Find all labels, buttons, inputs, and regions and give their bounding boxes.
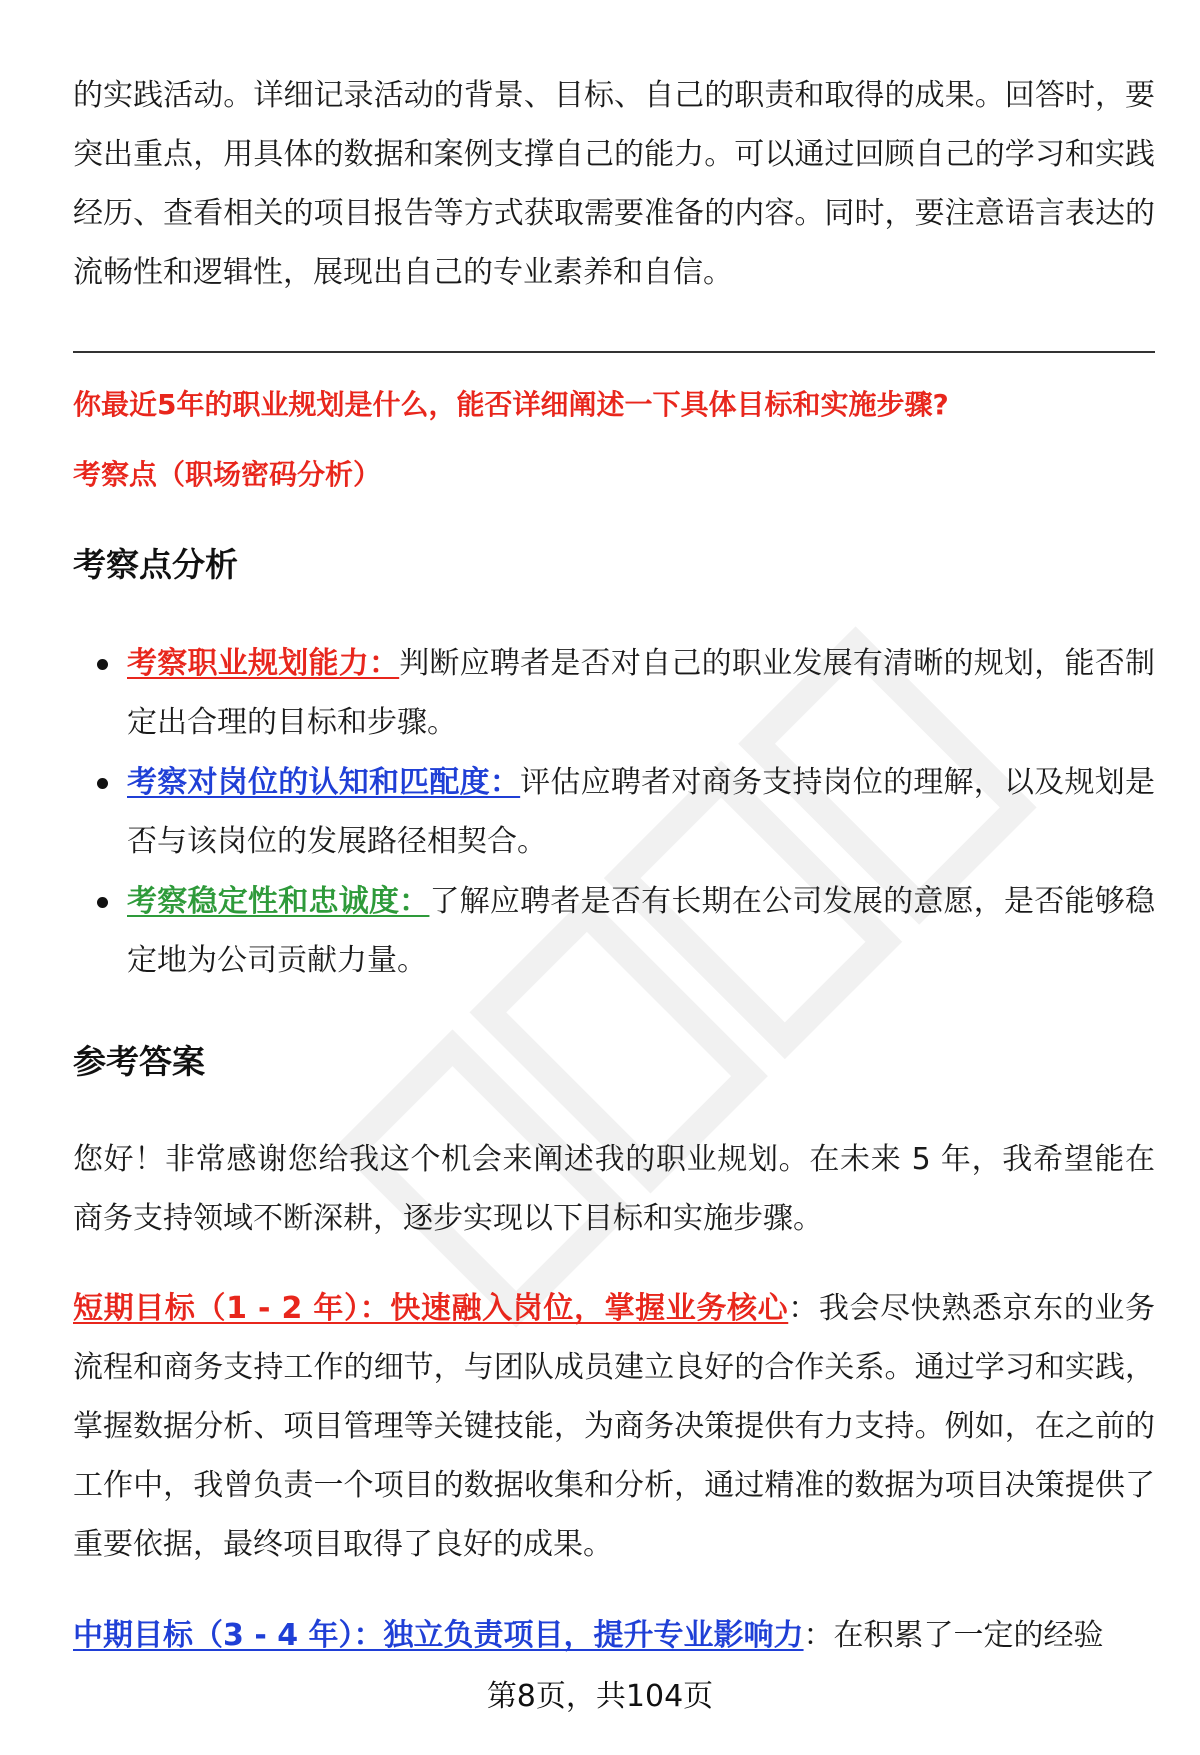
page-number-footer: 第8页，共104页 bbox=[486, 1679, 714, 1714]
point-text: 评估应聘者对商务支持岗位的理解，以及规划是否与该岗位的发展路径相契合。 bbox=[127, 765, 1156, 859]
answer-title: 参考答案 bbox=[73, 1042, 205, 1081]
bullet-icon bbox=[97, 659, 108, 670]
analysis-title: 考察点分析 bbox=[73, 545, 238, 584]
short-term-goal-text: ：我会尽快熟悉京东的业务流程和商务支持工作的细节，与团队成员建立良好的合作关系。通过学习和实践，掌握数据分析、项目管理等关键技能，为商务决策提供有力支持。例如，在之前的工作中，我曾负责一个项目的数据收集和分析，通过精准的数据为项目决策提供了重要依据，最终项目取得了良好的成果。 bbox=[73, 1291, 1155, 1562]
list-item bbox=[73, 753, 1155, 871]
bullet-icon bbox=[97, 897, 108, 908]
point-label: 考察职业规划能力： bbox=[127, 646, 400, 681]
bullet-icon bbox=[97, 778, 108, 789]
short-term-goal-paragraph bbox=[73, 1279, 1155, 1574]
mid-term-goal-text: ：在积累了一定的经验 bbox=[803, 1618, 1104, 1653]
analysis-list bbox=[73, 634, 1155, 991]
divider bbox=[73, 351, 1155, 353]
list-item bbox=[73, 872, 1155, 990]
intro-paragraph: 的实践活动。详细记录活动的背景、目标、自己的职责和取得的成果。回答时，要突出重点，用具体的数据和案例支撑自己的能力。可以通过回顾自己的学习和实践经历、查看相关的项目报告等方式获取需要准备的内容。同时，要注意语言表达的流畅性和逻辑性，展现出自己的专业素养和自信。 bbox=[73, 78, 1155, 290]
short-term-goal-label: 短期目标（1 - 2 年）：快速融入岗位，掌握业务核心 bbox=[73, 1291, 789, 1326]
answer-intro-paragraph: 您好！非常感谢您给我这个机会来阐述我的职业规划。在未来 5 年，我希望能在商务支持领域不断深耕，逐步实现以下目标和实施步骤。 bbox=[73, 1142, 1155, 1236]
point-label: 考察对岗位的认知和匹配度： bbox=[127, 765, 521, 800]
list-item bbox=[73, 634, 1155, 752]
mid-term-goal-label: 中期目标（3 - 4 年）：独立负责项目，提升专业影响力 bbox=[73, 1618, 804, 1653]
exam-point-subheading: 考察点（职场密码分析） bbox=[73, 458, 382, 491]
point-text: 了解应聘者是否有长期在公司发展的意愿，是否能够稳定地为公司贡献力量。 bbox=[127, 884, 1156, 978]
point-text: 判断应聘者是否对自己的职业发展有清晰的规划，能否制定出合理的目标和步骤。 bbox=[127, 646, 1156, 740]
mid-term-goal-paragraph bbox=[73, 1606, 1155, 1665]
question-heading: 你最近5年的职业规划是什么，能否详细阐述一下具体目标和实施步骤? bbox=[73, 388, 949, 421]
point-label: 考察稳定性和忠诚度： bbox=[127, 884, 430, 919]
